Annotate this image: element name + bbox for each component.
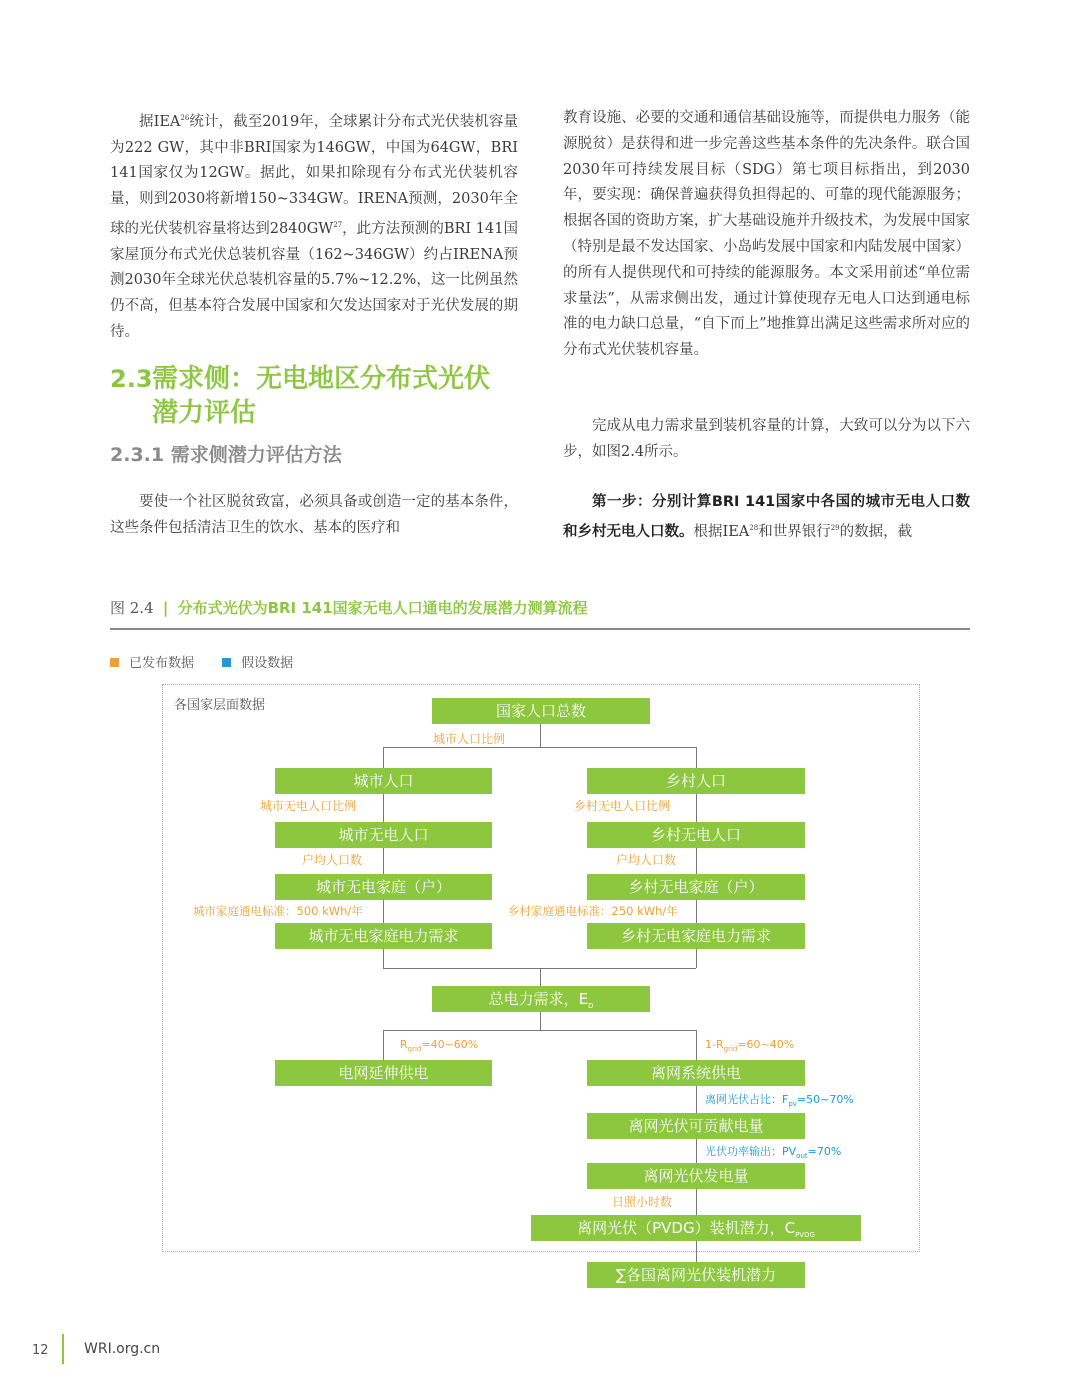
- box-urban-households: 城市无电家庭（户）: [275, 874, 492, 900]
- connector: [696, 1085, 697, 1113]
- right-paragraph-3: 第一步：分别计算BRI 141国家中各国的城市无电人口数和乡村无电人口数。根据IEA$^{28}$和世界银行$^{29}$的数据，截: [563, 494, 970, 540]
- label-fpv: 离网光伏占比：$F_{pv}=50\sim 70\%$: [705, 1093, 854, 1109]
- label-rural-per-household: 户均人口数: [616, 853, 677, 867]
- box-offgrid-supply: 离网系统供电: [587, 1060, 805, 1086]
- box-total-population: 国家人口总数: [432, 698, 650, 724]
- legend: [110, 652, 293, 671]
- label-urban-ratio: 城市人口比例: [433, 732, 506, 746]
- section-title-line2: 潜力评估: [152, 398, 257, 428]
- section-heading: [110, 362, 530, 430]
- box-grid-extension: 电网延伸供电: [275, 1060, 492, 1086]
- box-rural-population: 乡村人口: [587, 768, 805, 794]
- left-paragraph-1: 据IEA$^{26}$统计，截至2019年，全球累计分布式光伏装机容量为222 GW，其中非BRI国家为146GW，中国为64GW，BRI 141国家仅为12GW。据此，如果扣除现有分布式光伏装机容量，则到2030将新增150~334GW。IRENA预测，2030年全球的光伏装机容量将达到2840GW$^{27}$，此方法预测的BRI 141国家屋顶分布式光伏总装机容量（162~346GW）约占IRENA预测2030年全球光伏总装机容量的5.7%~12.2%，这一比例虽然仍不高，但基本符合发展中国家和欠发达国家对于光伏发展的期待。: [110, 113, 518, 341]
- label-rural-standard: 乡村家庭通电标准：250 kWh/年: [508, 904, 678, 918]
- box-urban-demand: 城市无电家庭电力需求: [275, 923, 492, 949]
- box-sum-potential: ∑各国离网光伏装机潜力: [587, 1262, 805, 1288]
- label-r-grid: $R_{grid}=40\sim 60\%$: [400, 1038, 479, 1054]
- section-title-line1: 需求侧：无电地区分布式光伏: [152, 364, 491, 394]
- legend-published-label: 已发布数据: [129, 656, 195, 671]
- connector: [696, 847, 697, 874]
- connector: [383, 1030, 384, 1060]
- figure-title: [110, 597, 588, 618]
- right-paragraph-1: 教育设施、必要的交通和通信基础设施等，而提供电力服务（能源脱贫）是获得和进一步完善这些基本条件的先决条件。联合国2030年可持续发展目标（SDG）第七项目标指出，到2030年，要实现：确保普遍获得负担得起的、可靠的现代能源服务；根据各国的资助方案，扩大基础设施并升级技术，为发展中国家（特别是最不发达国家、小岛屿发展中国家和内陆发展中国家）的所有人提供现代和可持续的能源服务。本文采用前述“单位需求量法”，从需求侧出发，通过计算使现存无电人口达到通电标准的电力缺口总量，“自下而上”地推算出满足这些需求所对应的分布式光伏装机容量。: [563, 110, 970, 359]
- box-rural-no-electricity: 乡村无电人口: [587, 822, 805, 848]
- footer-site: WRI.org.cn: [84, 1341, 161, 1357]
- connector: [696, 1240, 697, 1262]
- label-urban-no-elec-ratio: 城市无电人口比例: [260, 799, 357, 813]
- connector: [696, 747, 697, 768]
- box-offgrid-pv-generation: 离网光伏发电量: [587, 1163, 805, 1189]
- connector: [383, 747, 696, 748]
- label-urban-per-household: 户均人口数: [302, 853, 363, 867]
- footer-divider: [62, 1334, 64, 1364]
- connector: [383, 793, 384, 822]
- figure-number: 图 2.4: [110, 599, 154, 617]
- connector: [696, 899, 697, 923]
- connector: [696, 793, 697, 822]
- label-pv-output: 光伏功率输出：$PV_{out}=70\%$: [705, 1145, 842, 1161]
- legend-assumed-label: 假设数据: [241, 656, 294, 671]
- connector: [540, 1011, 541, 1030]
- figure-caption: 分布式光伏为BRI 141国家无电人口通电的发展潜力测算流程: [177, 599, 588, 617]
- label-rural-no-elec-ratio: 乡村无电人口比例: [574, 799, 671, 813]
- page-number: 12: [32, 1343, 49, 1358]
- connector: [383, 747, 384, 768]
- box-rural-demand: 乡村无电家庭电力需求: [587, 923, 805, 949]
- connector: [383, 899, 384, 923]
- box-rural-households: 乡村无电家庭（户）: [587, 874, 805, 900]
- connector: [383, 948, 384, 968]
- label-one-minus-r-grid: $1-R_{grid}=60\sim 40\%$: [705, 1038, 795, 1054]
- connector: [383, 847, 384, 874]
- box-urban-no-electricity: 城市无电人口: [275, 822, 492, 848]
- connector: [696, 1188, 697, 1215]
- box-offgrid-pv-contribution: 离网光伏可贡献电量: [587, 1113, 805, 1139]
- figure-separator: |: [162, 599, 169, 617]
- box-urban-population: 城市人口: [275, 768, 492, 794]
- label-urban-standard: 城市家庭通电标准：500 kWh/年: [193, 904, 363, 918]
- connector: [540, 723, 541, 747]
- connector: [540, 968, 541, 986]
- connector: [696, 948, 697, 968]
- section-number: 2.3: [110, 365, 153, 393]
- subsection-heading: 2.3.1 需求侧潜力评估方法: [110, 444, 342, 466]
- connector: [696, 1030, 697, 1060]
- connector: [696, 1138, 697, 1163]
- figure-title-rule: [110, 628, 970, 630]
- legend-assumed-swatch: [222, 658, 231, 667]
- region-label: 各国家层面数据: [174, 698, 266, 713]
- connector: [383, 1030, 696, 1031]
- label-sun-hours: 日照小时数: [612, 1195, 673, 1209]
- left-paragraph-2: 要使一个社区脱贫致富，必须具备或创造一定的基本条件，这些条件包括清洁卫生的饮水、基本的医疗和: [110, 494, 518, 536]
- box-pvdg-potential: 离网光伏（PVDG）装机潜力，$C_{PVDG}$: [531, 1215, 861, 1241]
- right-paragraph-2: 完成从电力需求量到装机容量的计算，大致可以分为以下六步，如图2.4所示。: [563, 418, 970, 460]
- legend-published-swatch: [110, 658, 119, 667]
- box-total-demand: 总电力需求，$E_D$: [432, 986, 650, 1012]
